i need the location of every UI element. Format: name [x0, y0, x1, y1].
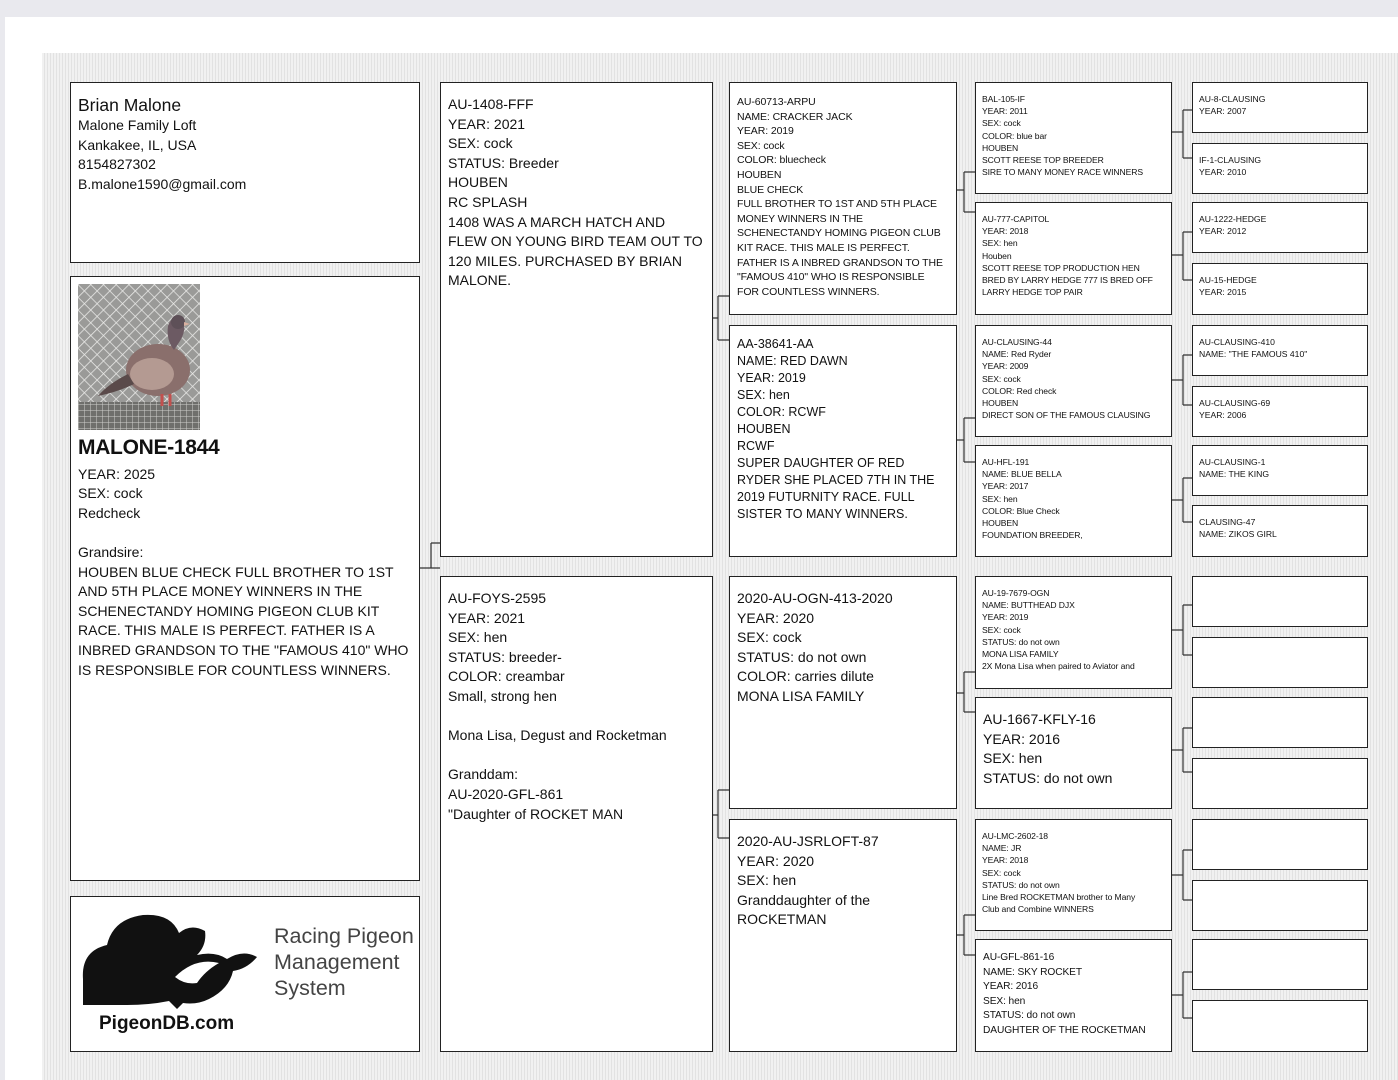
gen4-box-8[interactable]	[975, 939, 1172, 1052]
ss-color-note: BLUE CHECK	[737, 183, 804, 196]
g5-7-band: AU-CLAUSING-1	[1199, 457, 1266, 467]
sd-year: YEAR: 2019	[737, 371, 806, 385]
ss-strain: HOUBEN	[737, 168, 782, 181]
g4-4-line: HOUBEN	[982, 518, 1019, 529]
gen5-box-4[interactable]	[1192, 263, 1368, 315]
g4-3-line: HOUBEN	[982, 398, 1019, 409]
gen5-box-13[interactable]	[1192, 819, 1368, 870]
g4-3-band: AU-CLAUSING-44	[982, 337, 1052, 347]
gen5-box-16[interactable]	[1192, 1000, 1368, 1052]
g4-5-line: MONA LISA FAMILY	[982, 649, 1059, 660]
sd-color: COLOR: RCWF	[737, 405, 826, 419]
sd-notes: SUPER DAUGHTER OF RED RYDER SHE PLACED 7TH IN THE 2019 FUTURNITY RACE. FULL SISTER TO MANY WINNERS.	[737, 456, 935, 521]
g5-6-line: YEAR: 2006	[1199, 410, 1247, 421]
g4-7-line: YEAR: 2018	[982, 855, 1029, 866]
g4-1-line: HOUBEN	[982, 142, 1019, 153]
dam-granddam-note: "Daughter of ROCKET MAN	[448, 805, 624, 822]
dam-granddam-label: Granddam:	[448, 766, 519, 783]
ss-year: YEAR: 2019	[737, 125, 794, 138]
owner-name: Brian Malone	[78, 95, 182, 115]
logo-line-2: Management	[274, 950, 400, 974]
g5-2-line: YEAR: 2010	[1199, 167, 1247, 178]
gen5-box-9[interactable]	[1192, 576, 1368, 627]
g4-8-line: DAUGHTER OF THE ROCKETMAN	[983, 1024, 1146, 1036]
g4-1-line: SCOTT REESE TOP BREEDER	[982, 155, 1104, 166]
g4-7-line: SEX: cock	[982, 867, 1021, 878]
dam-sire-box[interactable]	[729, 576, 957, 809]
dam-description: Small, strong hen	[448, 687, 557, 704]
g4-5-band: AU-19-7679-OGN	[982, 588, 1050, 598]
subject-bird-box	[70, 276, 420, 881]
gen5-box-15[interactable]	[1192, 939, 1368, 990]
g4-4-line: NAME: BLUE BELLA	[982, 469, 1062, 480]
g4-1-line: SIRE TO MANY MONEY RACE WINNERS	[982, 167, 1144, 178]
g5-8-band: CLAUSING-47	[1199, 517, 1256, 527]
g4-6-line: STATUS: do not own	[983, 769, 1113, 786]
ds-family: MONA LISA FAMILY	[737, 687, 865, 704]
gen4-box-2[interactable]	[975, 202, 1172, 315]
ds-year: YEAR: 2020	[737, 609, 815, 626]
ss-name: NAME: CRACKER JACK	[737, 110, 853, 123]
ss-color: COLOR: bluecheck	[737, 154, 826, 167]
g4-3-line: NAME: Red Ryder	[982, 349, 1052, 360]
gen5-box-2[interactable]	[1192, 143, 1368, 194]
sire-color: RC SPLASH	[448, 193, 528, 210]
sire-status: STATUS: Breeder	[448, 154, 559, 171]
g5-1-band: AU-8-CLAUSING	[1199, 94, 1266, 104]
g5-5-band: AU-CLAUSING-410	[1199, 337, 1275, 347]
g5-8-line: NAME: ZIKOS GIRL	[1199, 529, 1277, 540]
sd-band: AA-38641-AA	[737, 337, 814, 351]
gen5-box-10[interactable]	[1192, 637, 1368, 688]
g5-3-band: AU-1222-HEDGE	[1199, 214, 1267, 224]
logo-tagline	[274, 923, 414, 1001]
dam-note: Mona Lisa, Degust and Rocketman	[448, 727, 667, 744]
dam-granddam-band: AU-2020-GFL-861	[448, 785, 564, 802]
g4-6-line: SEX: hen	[983, 750, 1043, 767]
sire-band: AU-1408-FFF	[448, 96, 534, 112]
gen5-box-12[interactable]	[1192, 758, 1368, 809]
owner-loft: Malone Family Loft	[78, 117, 197, 133]
dd-band: 2020-AU-JSRLOFT-87	[737, 833, 879, 849]
g5-4-band: AU-15-HEDGE	[1199, 275, 1257, 285]
g4-5-line: SEX: cock	[982, 624, 1021, 635]
g4-7-line: Club and Combine WINNERS	[982, 904, 1094, 915]
gen4-box-5[interactable]	[975, 576, 1172, 689]
g4-4-line: FOUNDATION BREEDER,	[982, 530, 1083, 541]
dam-sex: SEX: hen	[448, 629, 508, 646]
pigeondb-logo-icon	[79, 905, 269, 1009]
subject-color: Redcheck	[78, 504, 141, 521]
dam-box[interactable]	[440, 576, 713, 1052]
sire-box[interactable]	[440, 82, 713, 557]
sire-sex: SEX: cock	[448, 135, 513, 152]
g4-2-band: AU-777-CAPITOL	[982, 214, 1050, 224]
subject-notes-label: Grandsire:	[78, 543, 144, 560]
g4-7-line: NAME: JR	[982, 843, 1022, 854]
owner-email[interactable]: B.malone1590@gmail.com	[78, 175, 247, 192]
g4-8-line: SEX: hen	[983, 995, 1026, 1007]
g4-5-line: NAME: BUTTHEAD DJX	[982, 600, 1075, 611]
g4-5-line: 2X Mona Lisa when paired to Aviator and	[982, 661, 1135, 672]
owner-phone: 8154827302	[78, 156, 156, 173]
g4-7-line: Line Bred ROCKETMAN brother to Many	[982, 892, 1136, 903]
subject-notes: HOUBEN BLUE CHECK FULL BROTHER TO 1ST AND 5TH PLACE MONEY WINNERS IN THE SCHENECTANDY HOMING PIGEON CLUB KIT RACE. THIS MALE IS PERFECT. FATHER IS A INBRED GRANDSON TO THE "FAMOUS 410" WHO IS RESPONSIBLE FOR COUNTLESS WINNERS.	[78, 563, 409, 678]
g5-5-line: NAME: "THE FAMOUS 410"	[1199, 349, 1308, 360]
g5-1-line: YEAR: 2007	[1199, 106, 1247, 117]
logo-site[interactable]: PigeonDB.com	[99, 1013, 235, 1034]
g4-4-band: AU-HFL-191	[982, 457, 1030, 467]
sd-sex: SEX: hen	[737, 388, 790, 402]
g4-6-band: AU-1667-KFLY-16	[983, 711, 1096, 727]
g4-8-line: STATUS: do not own	[983, 1010, 1076, 1022]
dam-color: COLOR: creambar	[448, 668, 565, 685]
ds-status: STATUS: do not own	[737, 648, 867, 665]
g4-1-band: BAL-105-IF	[982, 94, 1025, 104]
g4-3-line: DIRECT SON OF THE FAMOUS CLAUSING	[982, 410, 1151, 421]
g4-7-line: STATUS: do not own	[982, 879, 1060, 890]
sire-notes: 1408 WAS A MARCH HATCH AND FLEW ON YOUNG BIRD TEAM OUT TO 120 MILES. PURCHASED BY BRIAN MALONE.	[448, 213, 703, 289]
gen4-box-6[interactable]	[975, 697, 1172, 809]
dam-band: AU-FOYS-2595	[448, 590, 547, 606]
gen4-box-4[interactable]	[975, 445, 1172, 557]
g4-1-line: COLOR: blue bar	[982, 130, 1047, 141]
g4-8-line: NAME: SKY ROCKET	[983, 966, 1082, 978]
g4-1-line: YEAR: 2011	[982, 106, 1028, 117]
g4-2-line: SCOTT REESE TOP PRODUCTION HEN	[982, 262, 1140, 273]
dam-dam-box[interactable]	[729, 819, 957, 1052]
ss-sex: SEX: cock	[737, 139, 785, 152]
subject-sex: SEX: cock	[78, 485, 143, 502]
sire-dam-box[interactable]	[729, 325, 957, 557]
gen5-box-8[interactable]	[1192, 505, 1368, 557]
gen5-box-14[interactable]	[1192, 880, 1368, 931]
logo-line-1: Racing Pigeon	[274, 924, 414, 948]
gen4-box-3[interactable]	[975, 325, 1172, 437]
sd-color-note: RCWF	[737, 439, 775, 453]
g4-7-band: AU-LMC-2602-18	[982, 831, 1048, 841]
g4-2-line: LARRY HEDGE TOP PAIR	[982, 287, 1083, 298]
dd-year: YEAR: 2020	[737, 852, 815, 869]
ss-band: AU-60713-ARPU	[737, 96, 816, 108]
g5-7-line: NAME: THE KING	[1199, 469, 1270, 480]
sd-name: NAME: RED DAWN	[737, 354, 848, 368]
g4-8-line: YEAR: 2016	[983, 981, 1039, 993]
g5-6-band: AU-CLAUSING-69	[1199, 398, 1271, 408]
gen5-box-3[interactable]	[1192, 202, 1368, 253]
dam-year: YEAR: 2021	[448, 609, 526, 626]
sire-strain: HOUBEN	[448, 174, 508, 191]
gen5-box-7[interactable]	[1192, 445, 1368, 496]
g4-2-line: BRED BY LARRY HEDGE 777 IS BRED OFF	[982, 275, 1153, 286]
g4-5-line: STATUS: do not own	[982, 636, 1060, 647]
g4-1-line: SEX: cock	[982, 118, 1021, 129]
g4-5-line: YEAR: 2019	[982, 612, 1029, 623]
logo-line-3: System	[274, 976, 346, 1000]
g4-4-line: COLOR: Blue Check	[982, 505, 1060, 516]
subject-year: YEAR: 2025	[78, 465, 156, 482]
owner-location: Kankakee, IL, USA	[78, 136, 197, 153]
subject-band: MALONE-1844	[78, 436, 220, 459]
g4-3-line: YEAR: 2009	[982, 361, 1029, 372]
gen5-box-6[interactable]	[1192, 386, 1368, 437]
ds-color: COLOR: carries dilute	[737, 668, 874, 685]
g4-6-line: YEAR: 2016	[983, 730, 1061, 747]
g5-3-line: YEAR: 2012	[1199, 226, 1247, 237]
ds-band: 2020-AU-OGN-413-2020	[737, 590, 893, 606]
g4-4-line: YEAR: 2017	[982, 481, 1029, 492]
g4-2-line: YEAR: 2018	[982, 226, 1029, 237]
g4-2-line: Houben	[982, 250, 1012, 261]
dam-status: STATUS: breeder-	[448, 648, 562, 665]
g5-2-band: IF-1-CLAUSING	[1199, 155, 1262, 165]
g5-4-line: YEAR: 2015	[1199, 287, 1247, 298]
gen4-box-7[interactable]	[975, 819, 1172, 931]
dd-sex: SEX: hen	[737, 872, 797, 889]
owner-info-box	[70, 82, 420, 263]
dd-notes: Granddaughter of the ROCKETMAN	[737, 891, 871, 928]
pigeon-photo	[78, 284, 200, 430]
gen5-box-11[interactable]	[1192, 697, 1368, 748]
g4-8-band: AU-GFL-861-16	[983, 952, 1055, 963]
gen5-box-5[interactable]	[1192, 325, 1368, 376]
g4-4-line: SEX: hen	[982, 493, 1018, 504]
logo-box	[70, 896, 420, 1052]
sd-strain: HOUBEN	[737, 422, 791, 436]
g4-3-line: SEX: cock	[982, 373, 1021, 384]
gen5-box-1[interactable]	[1192, 82, 1368, 133]
sire-year: YEAR: 2021	[448, 115, 526, 132]
ds-sex: SEX: cock	[737, 629, 802, 646]
g4-2-line: SEX: hen	[982, 238, 1018, 249]
g4-3-line: COLOR: Red check	[982, 385, 1057, 396]
ss-notes: FULL BROTHER TO 1ST AND 5TH PLACE MONEY WINNERS IN THE SCHENECTANDY HOMING PIGEON CLUB KIT RACE. THIS MALE IS PERFECT. FATHER IS A INBRED GRANDSON TO THE "FAMOUS 410" WHO IS RESPONSIBLE FOR COUNTLESS WINNERS.	[737, 198, 943, 298]
sire-sire-box[interactable]	[729, 82, 957, 315]
gen4-box-1[interactable]	[975, 82, 1172, 194]
